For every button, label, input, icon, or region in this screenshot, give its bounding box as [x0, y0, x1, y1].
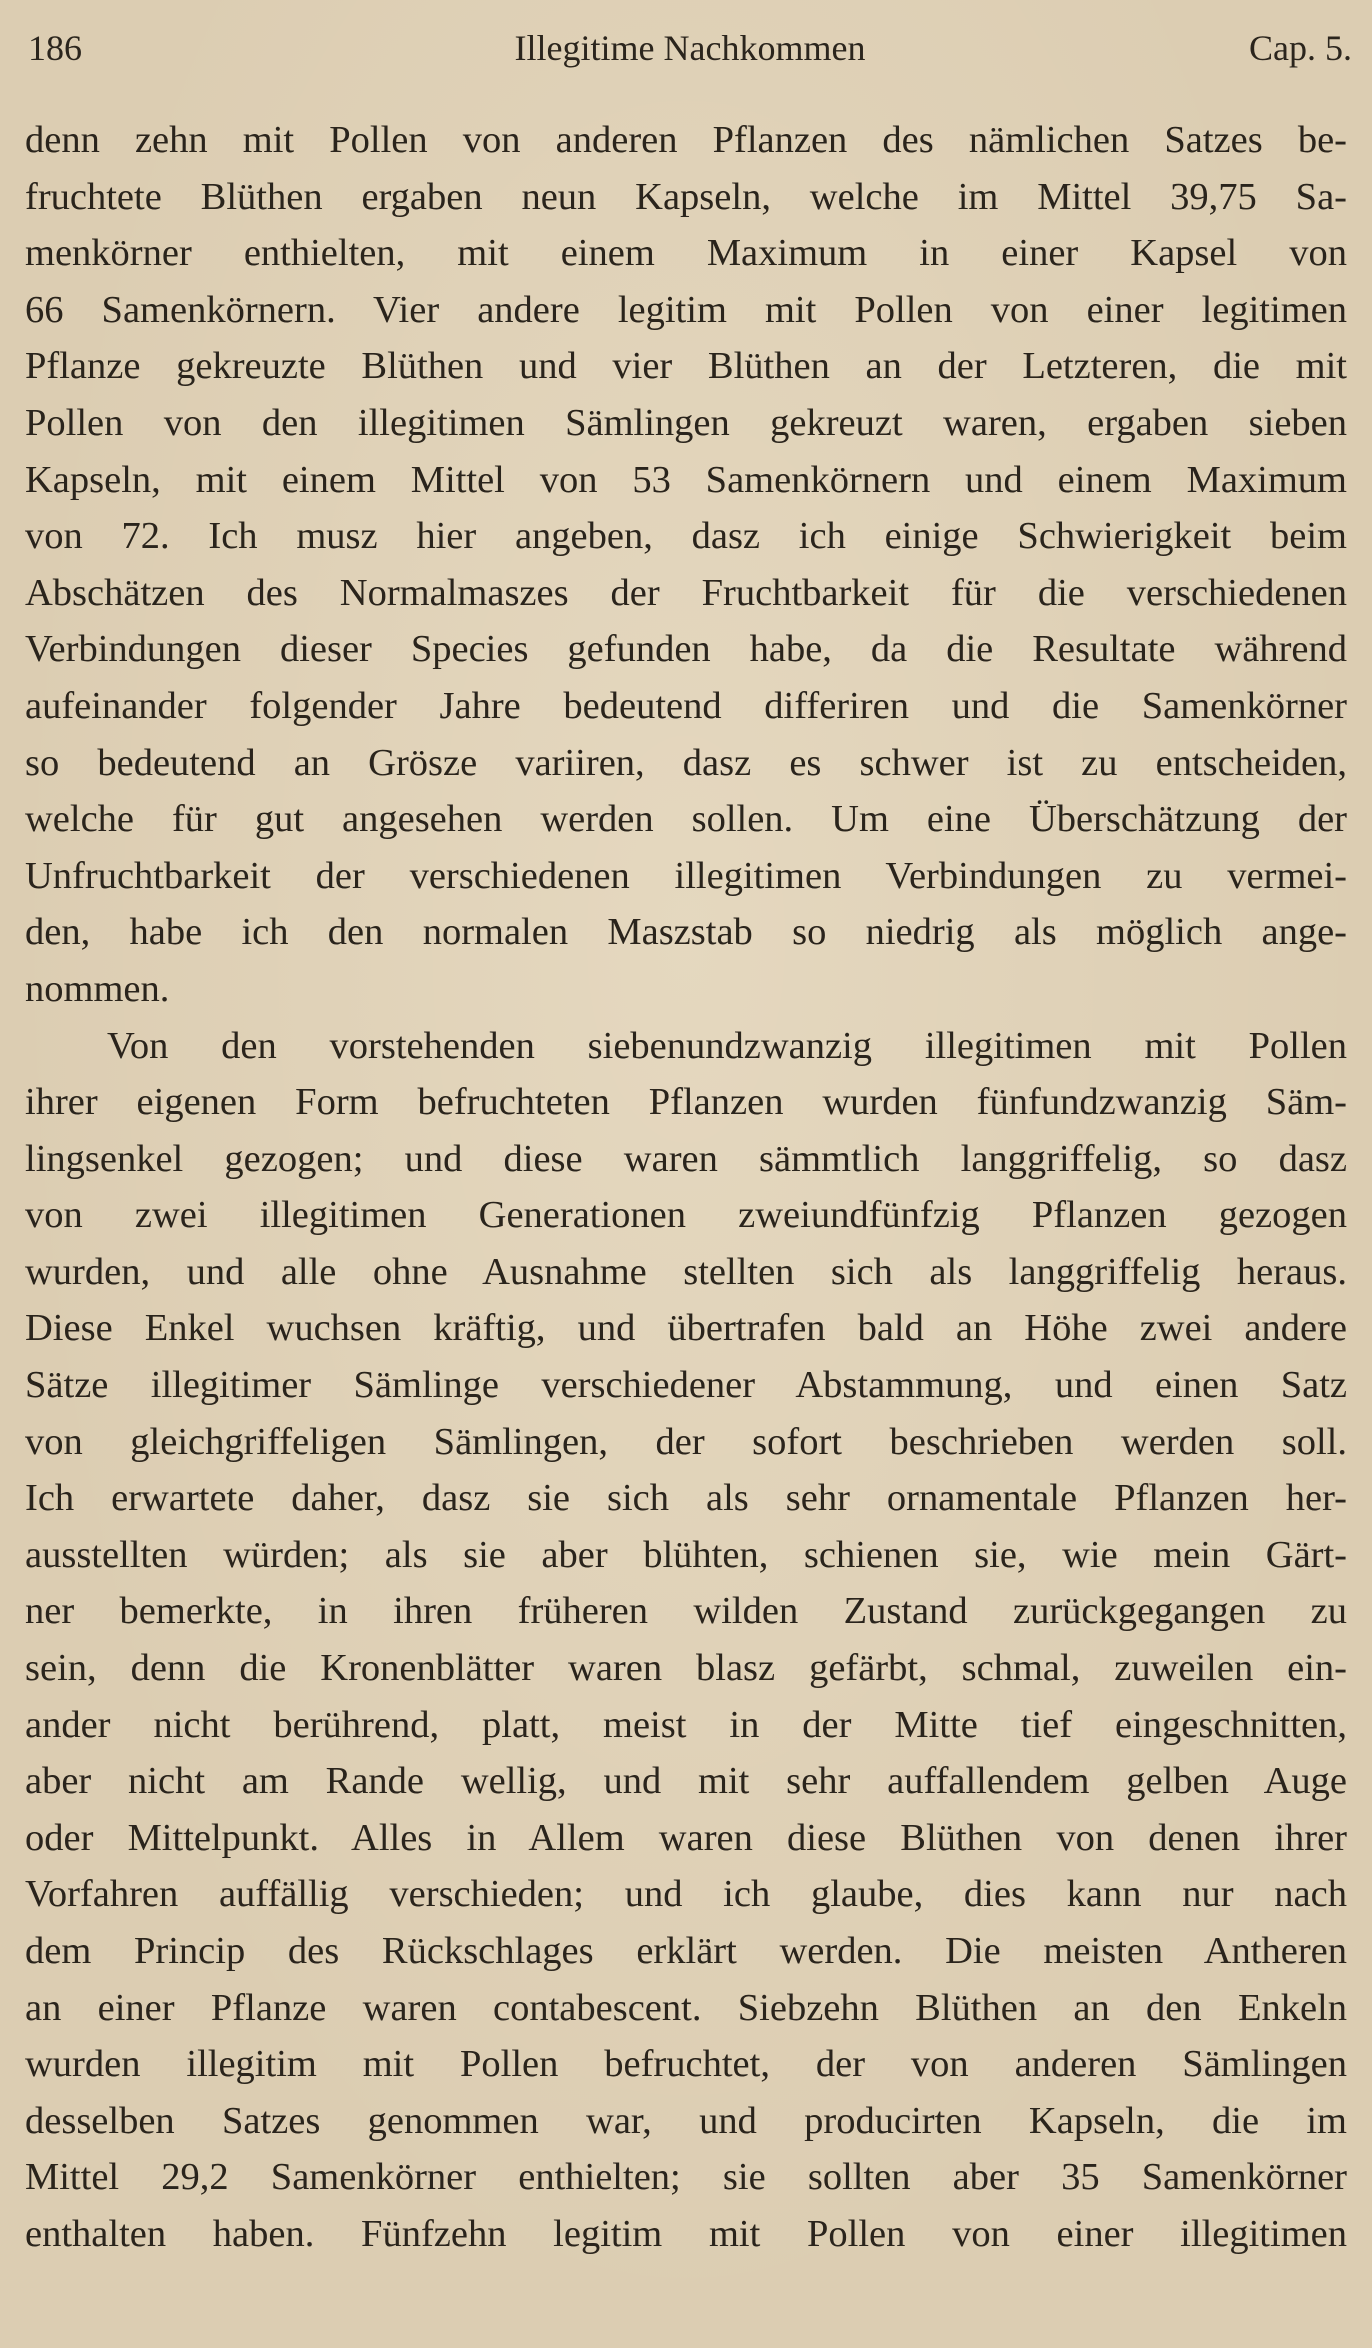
- running-title: Illegitime Nachkommen: [514, 28, 866, 68]
- text-line: von 72. Ich musz hier angeben, dasz ich einige Schwierigkeit beim: [25, 515, 1347, 558]
- text-line: Pollen von den illegitimen Sämlingen gekreuzt waren, ergaben sieben: [25, 401, 1347, 444]
- text-line: aber nicht am Rande wellig, und mit sehr auffallendem gelben Auge: [25, 1760, 1347, 1803]
- text-line: Abschätzen des Normalmaszes der Fruchtbarkeit für die verschiedenen: [25, 571, 1347, 614]
- text-line: lingsenkel gezogen; und diese waren sämmtlich langgriffelig, so dasz: [25, 1137, 1347, 1180]
- text-line: nommen.: [25, 967, 170, 1010]
- paragraph-first-line: Von den vorstehenden siebenundzwanzig illegitimen mit Pollen: [107, 1024, 1347, 1067]
- text-line: ner bemerkte, in ihren früheren wilden Zustand zurückgegangen zu: [25, 1590, 1347, 1633]
- text-line: denn zehn mit Pollen von anderen Pflanzen des nämlichen Satzes be-: [25, 119, 1347, 161]
- text-line: an einer Pflanze waren contabescent. Siebzehn Blüthen an den Enkeln: [25, 1986, 1347, 2029]
- page-header: [28, 18, 1352, 78]
- text-line: welche für gut angesehen werden sollen. Um eine Überschätzung der: [25, 798, 1347, 841]
- text-line: enthalten haben. Fünfzehn legitim mit Pollen von einer illegitimen: [25, 2212, 1347, 2255]
- text-line: menkörner enthielten, mit einem Maximum in einer Kapsel von: [25, 232, 1347, 275]
- text-line: 66 Samenkörnern. Vier andere legitim mit Pollen von einer legitimen: [25, 288, 1347, 331]
- text-line: wurden illegitim mit Pollen befruchtet, der von anderen Sämlingen: [25, 2043, 1347, 2086]
- text-line: Sätze illegitimer Sämlinge verschiedener Abstammung, und einen Satz: [25, 1364, 1347, 1407]
- text-line: ihrer eigenen Form befruchteten Pflanzen wurden fünfundzwanzig Säm-: [25, 1081, 1347, 1124]
- text-line: von gleichgriffeligen Sämlingen, der sofort beschrieben werden soll.: [25, 1420, 1347, 1463]
- text-line: oder Mittelpunkt. Alles in Allem waren diese Blüthen von denen ihrer: [25, 1816, 1347, 1859]
- chapter-label: Cap. 5.: [1249, 28, 1352, 68]
- text-line: den, habe ich den normalen Maszstab so niedrig als möglich ange-: [25, 911, 1347, 954]
- text-line: ausstellten würden; als sie aber blühten, schienen sie, wie mein Gärt-: [25, 1533, 1347, 1576]
- text-line: ander nicht berührend, platt, meist in der Mitte tief eingeschnitten,: [25, 1703, 1347, 1746]
- text-line: Ich erwartete daher, dasz sie sich als sehr ornamentale Pflanzen her-: [25, 1477, 1347, 1520]
- text-line: Diese Enkel wuchsen kräftig, und übertrafen bald an Höhe zwei andere: [25, 1307, 1347, 1350]
- text-line: von zwei illegitimen Generationen zweiundfünfzig Pflanzen gezogen: [25, 1194, 1347, 1237]
- text-line: desselben Satzes genommen war, und producirten Kapseln, die im: [25, 2099, 1347, 2142]
- body-text: [25, 112, 1347, 2263]
- text-line: fruchtete Blüthen ergaben neun Kapseln, welche im Mittel 39,75 Sa-: [25, 175, 1347, 218]
- text-line: Mittel 29,2 Samenkörner enthielten; sie sollten aber 35 Samenkörner: [25, 2156, 1347, 2199]
- text-line: Kapseln, mit einem Mittel von 53 Samenkörnern und einem Maximum: [25, 458, 1347, 501]
- text-line: wurden, und alle ohne Ausnahme stellten sich als langgriffelig heraus.: [25, 1250, 1347, 1293]
- text-line: Vorfahren auffällig verschieden; und ich glaube, dies kann nur nach: [25, 1873, 1347, 1916]
- text-line: Unfruchtbarkeit der verschiedenen illegitimen Verbindungen zu vermei-: [25, 854, 1347, 897]
- page-number: 186: [28, 28, 82, 68]
- text-line: sein, denn die Kronenblätter waren blasz gefärbt, schmal, zuweilen ein-: [25, 1647, 1347, 1690]
- text-line: Verbindungen dieser Species gefunden habe, da die Resultate während: [25, 628, 1347, 671]
- text-line: so bedeutend an Grösze variiren, dasz es schwer ist zu entscheiden,: [25, 741, 1347, 784]
- text-line: Pflanze gekreuzte Blüthen und vier Blüthen an der Letzteren, die mit: [25, 345, 1347, 388]
- text-line: dem Princip des Rückschlages erklärt werden. Die meisten Antheren: [25, 1930, 1347, 1972]
- text-line: aufeinander folgender Jahre bedeutend differiren und die Samenkörner: [25, 684, 1347, 727]
